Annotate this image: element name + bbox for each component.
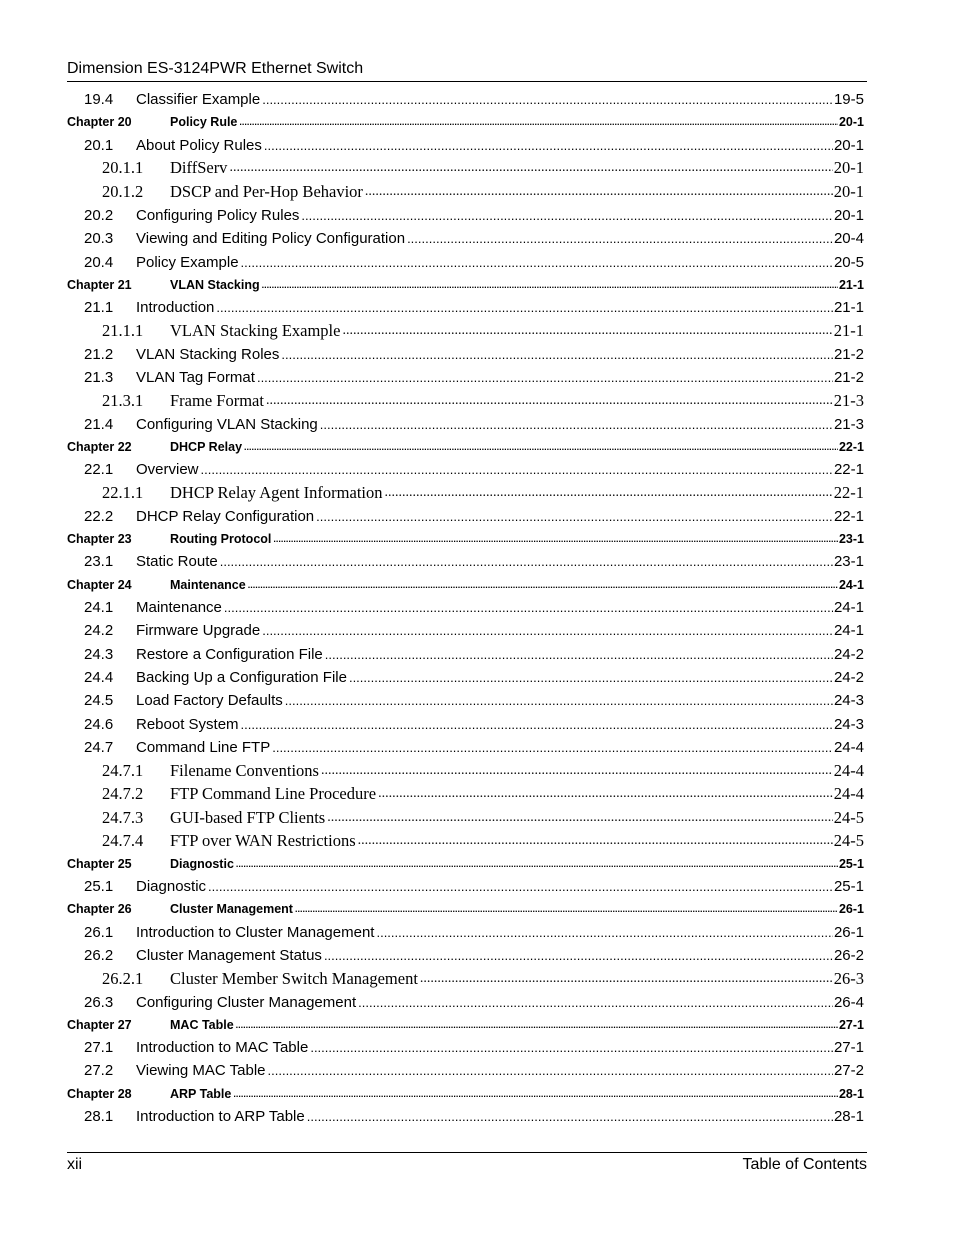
toc-entry-page: 24-5: [833, 831, 864, 851]
toc-dot-leader: [376, 925, 833, 940]
toc-section-entry[interactable]: [67, 944, 864, 967]
toc-dot-leader: [262, 623, 833, 638]
toc-dot-leader: [378, 786, 833, 802]
toc-entry-number: 20.2: [84, 206, 114, 224]
toc-entry-page: 19-5: [833, 91, 864, 109]
toc-entry-page: 21-1: [833, 298, 864, 316]
toc-dot-leader: [320, 417, 833, 432]
toc-entry-page: 24-4: [833, 739, 864, 757]
toc-dot-leader: [358, 995, 833, 1010]
toc-entry-title: Classifier Example: [136, 91, 261, 109]
toc-dot-leader: [385, 485, 833, 501]
toc-entry-number: Chapter 25: [67, 856, 132, 871]
toc-entry-title: VLAN Stacking Roles: [136, 345, 280, 363]
toc-entry-title: Configuring VLAN Stacking: [136, 415, 318, 433]
toc-entry-title: Configuring Cluster Management: [136, 993, 357, 1011]
toc-entry-title: Cluster Management: [170, 902, 293, 917]
toc-dot-leader: [325, 647, 833, 662]
toc-entry-title: Command Line FTP: [136, 739, 271, 757]
toc-subsection-entry[interactable]: [67, 180, 864, 203]
toc-entry-page: 20-1: [838, 115, 864, 130]
toc-section-entry[interactable]: [67, 920, 864, 943]
toc-entry-number: 21.4: [84, 415, 114, 433]
toc-entry-page: 24-1: [833, 622, 864, 640]
toc-dot-leader: [316, 509, 833, 524]
toc-entry-page: 22-1: [838, 440, 864, 455]
toc-entry-title: Static Route: [136, 553, 218, 571]
toc-subsection-entry[interactable]: [67, 783, 864, 806]
toc-subsection-entry[interactable]: [67, 830, 864, 853]
toc-entry-title: Backing Up a Configuration File: [136, 669, 347, 686]
toc-section-entry[interactable]: [67, 204, 864, 227]
toc-entry-number: Chapter 26: [67, 902, 132, 917]
toc-entry-title: Introduction to MAC Table: [136, 1039, 309, 1057]
toc-dot-leader: [236, 1020, 838, 1030]
toc-dot-leader: [273, 534, 838, 544]
toc-entry-number: 24.7: [84, 739, 114, 757]
toc-section-entry[interactable]: [67, 875, 864, 898]
toc-entry-page: 20-1: [833, 158, 864, 178]
toc-dot-leader: [321, 763, 833, 779]
toc-entry-title: Reboot System: [136, 715, 239, 733]
toc-entry-page: 25-1: [833, 878, 864, 896]
toc-section-entry[interactable]: [67, 343, 864, 366]
toc-entry-number: 20.4: [84, 253, 114, 271]
toc-section-entry[interactable]: [67, 1105, 864, 1128]
toc-dot-leader: [236, 859, 838, 869]
toc-dot-leader: [201, 462, 833, 477]
toc-entry-page: 24-1: [838, 577, 864, 592]
toc-entry-number: 21.3: [84, 369, 114, 387]
toc-entry-page: 24-3: [833, 692, 864, 710]
toc-entry-title: About Policy Rules: [136, 136, 262, 154]
toc-section-entry[interactable]: [67, 88, 864, 111]
toc-entry-number: 24.7.1: [102, 761, 144, 781]
toc-entry-title: DiffServ: [170, 158, 228, 178]
toc-dot-leader: [342, 323, 832, 339]
toc-chapter-entry[interactable]: [67, 436, 864, 458]
toc-section-entry[interactable]: [67, 250, 864, 273]
toc-entry-page: 21-3: [833, 415, 864, 433]
toc-entry-number: 24.7.2: [102, 784, 144, 804]
toc-entry-number: 19.4: [84, 91, 114, 109]
toc-subsection-entry[interactable]: [67, 319, 864, 342]
toc-dot-leader: [281, 347, 833, 362]
document-title: Dimension ES-3124PWR Ethernet Switch: [67, 60, 364, 77]
toc-entry-number: 21.1: [84, 298, 114, 316]
toc-entry-number: 20.1: [84, 136, 114, 154]
toc-entry-title: Introduction: [136, 298, 215, 316]
toc-section-entry[interactable]: [67, 1036, 864, 1059]
toc-entry-page: 22-1: [833, 483, 864, 503]
toc-entry-number: 27.1: [84, 1039, 114, 1057]
toc-entry-title: GUI-based FTP Clients: [170, 807, 326, 827]
toc-entry-page: 27-2: [833, 1062, 864, 1080]
toc-entry-title: Maintenance: [170, 577, 246, 592]
toc-entry-page: 27-1: [833, 1039, 864, 1057]
toc-entry-page: 26-2: [833, 946, 864, 964]
page-header: [67, 59, 867, 82]
toc-entry-number: 24.1: [84, 598, 114, 616]
toc-section-entry[interactable]: [67, 458, 864, 481]
toc-entry-number: 22.2: [84, 508, 114, 526]
toc-entry-number: 27.2: [84, 1062, 114, 1080]
toc-entry-page: 25-1: [838, 856, 864, 871]
toc-entry-number: 21.2: [84, 345, 114, 363]
toc-entry-page: 20-5: [833, 253, 864, 271]
toc-section-entry[interactable]: [67, 736, 864, 759]
toc-entry-number: 24.7.3: [102, 807, 144, 827]
toc-entry-number: 20.3: [84, 230, 114, 248]
toc-entry-title: Policy Rule: [170, 115, 238, 130]
toc-section-entry[interactable]: [67, 1059, 864, 1082]
toc-entry-title: Introduction to Cluster Management: [136, 923, 375, 941]
toc-entry-title: VLAN Stacking Example: [170, 320, 341, 340]
toc-dot-leader: [224, 600, 833, 615]
toc-entry-number: 23.1: [84, 553, 114, 571]
toc-dot-leader: [248, 580, 838, 590]
toc-entry-number: 24.7.4: [102, 831, 144, 851]
toc-entry-page: 26-4: [833, 993, 864, 1011]
toc-entry-title: Viewing and Editing Policy Configuration: [136, 230, 406, 248]
toc-section-entry[interactable]: [67, 133, 864, 156]
toc-entry-title: Overview: [136, 461, 199, 479]
toc-section-entry[interactable]: [67, 227, 864, 250]
toc-subsection-entry[interactable]: [67, 389, 864, 412]
page-footer: [67, 1152, 867, 1175]
toc-entry-page: 24-5: [833, 807, 864, 827]
toc-entry-page: 21-2: [833, 345, 864, 363]
toc-entry-page: 23-1: [838, 532, 864, 547]
toc-section-entry[interactable]: [67, 296, 864, 319]
toc-entry-page: 21-1: [833, 320, 864, 340]
toc-entry-page: 26-3: [833, 968, 864, 988]
toc-entry-number: Chapter 23: [67, 532, 132, 547]
toc-entry-title: Frame Format: [170, 390, 264, 410]
toc-entry-number: 28.1: [84, 1107, 114, 1125]
toc-section-entry[interactable]: [67, 596, 864, 619]
toc-entry-number: Chapter 28: [67, 1086, 132, 1101]
page-number: xii: [67, 1156, 83, 1173]
toc-entry-number: 20.1.1: [102, 158, 144, 178]
toc-entry-title: Configuring Policy Rules: [136, 206, 300, 224]
toc-entry-page: 24-2: [833, 645, 864, 663]
toc-entry-number: 26.2: [84, 946, 114, 964]
toc-dot-leader: [208, 879, 833, 894]
toc-dot-leader: [229, 160, 832, 176]
toc-entry-title: Load Factory Defaults: [136, 692, 283, 710]
toc-entry-title: DHCP Relay Configuration: [136, 508, 315, 526]
toc-subsection-entry[interactable]: [67, 157, 864, 180]
toc-section-entry[interactable]: [67, 642, 864, 665]
toc-entry-number: 20.1.2: [102, 181, 144, 201]
toc-dot-leader: [295, 904, 838, 914]
toc-entry-title: Routing Protocol: [170, 532, 272, 547]
toc-entry-title: Diagnostic: [136, 878, 207, 896]
toc-entry-page: 24-4: [833, 761, 864, 781]
toc-entry-number: 22.1.1: [102, 483, 144, 503]
toc-entry-page: 20-1: [833, 136, 864, 154]
toc-section-entry[interactable]: [67, 666, 864, 689]
toc-entry-number: Chapter 22: [67, 440, 132, 455]
toc-entry-title: FTP over WAN Restrictions: [170, 831, 356, 851]
toc-chapter-entry[interactable]: [67, 1014, 864, 1036]
toc-chapter-entry[interactable]: [67, 574, 864, 596]
toc-entry-title: MAC Table: [170, 1017, 234, 1032]
toc-dot-leader: [307, 1109, 833, 1124]
toc-section-entry[interactable]: [67, 366, 864, 389]
toc-entry-title: VLAN Tag Format: [136, 369, 255, 387]
toc-entry-number: 24.5: [84, 692, 114, 710]
toc-entry-number: 25.1: [84, 878, 114, 896]
toc-section-entry[interactable]: [67, 550, 864, 573]
toc-dot-leader: [266, 393, 833, 409]
table-of-contents: [67, 88, 864, 1128]
toc-chapter-entry[interactable]: [67, 528, 864, 550]
toc-entry-number: Chapter 21: [67, 277, 132, 292]
toc-entry-page: 22-1: [833, 508, 864, 526]
toc-dot-leader: [272, 740, 833, 755]
toc-entry-title: ARP Table: [170, 1086, 232, 1101]
toc-entry-title: Viewing MAC Table: [136, 1062, 266, 1080]
toc-entry-page: 20-4: [833, 230, 864, 248]
toc-entry-title: Maintenance: [136, 598, 222, 616]
toc-chapter-entry[interactable]: [67, 111, 864, 133]
toc-entry-page: 22-1: [833, 461, 864, 479]
toc-entry-page: 23-1: [833, 553, 864, 571]
toc-entry-number: 24.4: [84, 669, 114, 686]
toc-entry-page: 20-1: [833, 206, 864, 224]
toc-dot-leader: [358, 833, 833, 849]
toc-entry-page: 24-2: [833, 669, 864, 686]
toc-dot-leader: [285, 693, 833, 708]
toc-entry-title: DHCP Relay: [170, 440, 243, 455]
toc-dot-leader: [349, 670, 833, 685]
toc-dot-leader: [216, 300, 833, 315]
toc-entry-page: 24-4: [833, 784, 864, 804]
toc-dot-leader: [324, 948, 833, 963]
toc-entry-title: Filename Conventions: [170, 761, 319, 781]
toc-section-entry[interactable]: [67, 991, 864, 1014]
toc-entry-number: 22.1: [84, 461, 114, 479]
toc-entry-page: 21-1: [838, 277, 864, 292]
toc-entry-title: Cluster Management Status: [136, 946, 322, 964]
toc-dot-leader: [257, 370, 833, 385]
toc-dot-leader: [233, 1089, 838, 1099]
toc-dot-leader: [220, 554, 833, 569]
section-name: Table of Contents: [742, 1156, 867, 1173]
toc-dot-leader: [264, 138, 833, 153]
toc-section-entry[interactable]: [67, 689, 864, 712]
toc-entry-title: DHCP Relay Agent Information: [170, 483, 383, 503]
toc-entry-number: 24.3: [84, 645, 114, 663]
toc-entry-number: Chapter 24: [67, 577, 132, 592]
toc-entry-page: 27-1: [838, 1017, 864, 1032]
toc-subsection-entry[interactable]: [67, 967, 864, 990]
toc-dot-leader: [262, 92, 833, 107]
toc-subsection-entry[interactable]: [67, 806, 864, 829]
toc-entry-number: Chapter 20: [67, 115, 132, 130]
toc-section-entry[interactable]: [67, 413, 864, 436]
toc-entry-number: 24.6: [84, 715, 114, 733]
toc-entry-page: 21-3: [833, 390, 864, 410]
toc-dot-leader: [310, 1040, 833, 1055]
toc-subsection-entry[interactable]: [67, 759, 864, 782]
toc-entry-title: Cluster Member Switch Management: [170, 968, 418, 988]
toc-chapter-entry[interactable]: [67, 1083, 864, 1105]
toc-entry-title: FTP Command Line Procedure: [170, 784, 377, 804]
toc-dot-leader: [239, 117, 838, 127]
toc-entry-page: 21-2: [833, 369, 864, 387]
toc-entry-title: Restore a Configuration File: [136, 645, 323, 663]
toc-dot-leader: [407, 231, 833, 246]
toc-entry-title: VLAN Stacking: [170, 277, 260, 292]
toc-entry-page: 26-1: [838, 902, 864, 917]
toc-entry-page: 20-1: [833, 181, 864, 201]
toc-dot-leader: [268, 1063, 833, 1078]
toc-dot-leader: [327, 810, 833, 826]
toc-entry-page: 28-1: [838, 1086, 864, 1101]
toc-entry-title: DSCP and Per-Hop Behavior: [170, 181, 363, 201]
toc-dot-leader: [301, 208, 833, 223]
toc-entry-number: 21.1.1: [102, 320, 144, 340]
toc-entry-title: Firmware Upgrade: [136, 622, 261, 640]
toc-entry-number: 26.3: [84, 993, 114, 1011]
toc-entry-number: 26.1: [84, 923, 114, 941]
toc-chapter-entry[interactable]: [67, 853, 864, 875]
toc-entry-page: 24-1: [833, 598, 864, 616]
toc-entry-page: 26-1: [833, 923, 864, 941]
toc-dot-leader: [262, 280, 838, 290]
toc-entry-page: 24-3: [833, 715, 864, 733]
toc-dot-leader: [241, 255, 833, 270]
toc-section-entry[interactable]: [67, 619, 864, 642]
toc-entry-number: Chapter 27: [67, 1017, 132, 1032]
toc-entry-title: Introduction to ARP Table: [136, 1107, 305, 1125]
toc-entry-number: 24.2: [84, 622, 114, 640]
toc-dot-leader: [420, 971, 833, 987]
toc-dot-leader: [244, 442, 838, 452]
toc-section-entry[interactable]: [67, 713, 864, 736]
toc-entry-number: 26.2.1: [102, 968, 144, 988]
toc-entry-page: 28-1: [833, 1107, 864, 1125]
toc-dot-leader: [365, 184, 833, 200]
toc-section-entry[interactable]: [67, 505, 864, 528]
toc-entry-title: Diagnostic: [170, 856, 234, 871]
toc-chapter-entry[interactable]: [67, 898, 864, 920]
toc-entry-title: Policy Example: [136, 253, 239, 271]
toc-chapter-entry[interactable]: [67, 274, 864, 296]
toc-subsection-entry[interactable]: [67, 481, 864, 504]
toc-entry-number: 21.3.1: [102, 390, 144, 410]
toc-dot-leader: [241, 717, 833, 732]
